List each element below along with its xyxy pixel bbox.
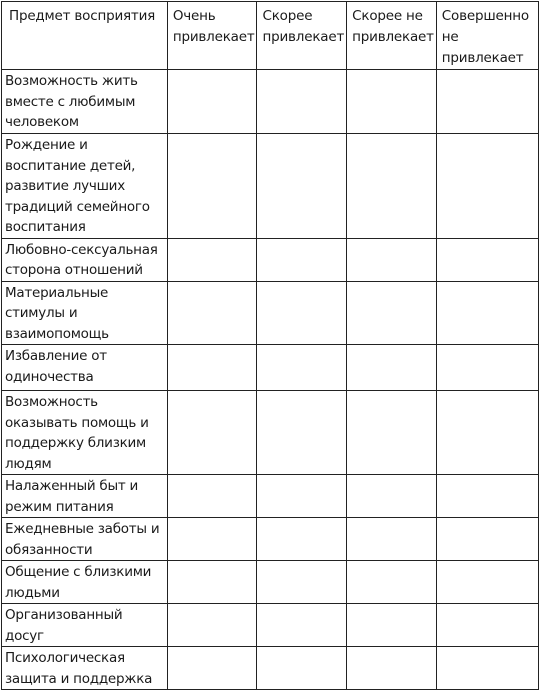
answer-cell-not-at-all[interactable] [436, 391, 538, 475]
row-label-cell [2, 391, 168, 475]
answer-cell-very[interactable] [167, 281, 257, 345]
answer-cell-rather-not[interactable] [347, 238, 437, 281]
row-label: Налаженный быт и режим питания [5, 478, 139, 515]
table-row [2, 604, 539, 647]
row-label-cell [2, 134, 168, 239]
answer-cell-rather-not[interactable] [347, 518, 437, 561]
header-not-attractive-at-all-label: Совершенно не привлекает [441, 8, 529, 66]
answer-cell-very[interactable] [167, 518, 257, 561]
header-very-attractive-label: Очень привлекает [172, 8, 255, 45]
answer-cell-very[interactable] [167, 134, 257, 239]
answer-cell-very[interactable] [167, 604, 257, 647]
answer-cell-rather[interactable] [257, 70, 347, 134]
answer-cell-rather[interactable] [257, 647, 347, 690]
row-label-cell [2, 561, 168, 604]
answer-cell-rather-not[interactable] [347, 281, 437, 345]
row-label: Возможность оказывать помощь и поддержку близким людям [5, 394, 149, 472]
answer-cell-rather[interactable] [257, 475, 347, 518]
table-row [2, 475, 539, 518]
answer-cell-very[interactable] [167, 647, 257, 690]
answer-cell-very[interactable] [167, 561, 257, 604]
header-rather-not-attractive-label: Скорее не привлекает [352, 8, 434, 45]
table-row [2, 238, 539, 281]
row-label-cell [2, 70, 168, 134]
answer-cell-rather-not[interactable] [347, 604, 437, 647]
row-label: Психологическая защита и поддержка [5, 650, 153, 687]
answer-cell-rather[interactable] [257, 281, 347, 345]
answer-cell-not-at-all[interactable] [436, 345, 538, 391]
answer-cell-not-at-all[interactable] [436, 70, 538, 134]
answer-cell-rather-not[interactable] [347, 647, 437, 690]
answer-cell-very[interactable] [167, 391, 257, 475]
answer-cell-very[interactable] [167, 238, 257, 281]
row-label: Ежедневные заботы и обязанности [5, 521, 160, 558]
row-label-cell [2, 475, 168, 518]
header-not-attractive-at-all [436, 2, 538, 70]
header-subject-label: Предмет восприятия [9, 8, 156, 24]
answer-cell-rather-not[interactable] [347, 345, 437, 391]
answer-cell-rather-not[interactable] [347, 391, 437, 475]
answer-cell-rather[interactable] [257, 391, 347, 475]
answer-cell-not-at-all[interactable] [436, 647, 538, 690]
answer-cell-rather[interactable] [257, 518, 347, 561]
row-label: Общение с близкими людьми [5, 564, 152, 601]
table-row [2, 70, 539, 134]
header-rather-attractive [257, 2, 347, 70]
row-label-cell [2, 647, 168, 690]
row-label: Организованный досуг [5, 607, 123, 644]
header-very-attractive [167, 2, 257, 70]
answer-cell-not-at-all[interactable] [436, 604, 538, 647]
row-label-cell [2, 281, 168, 345]
answer-cell-not-at-all[interactable] [436, 475, 538, 518]
answer-cell-rather-not[interactable] [347, 134, 437, 239]
answer-cell-rather-not[interactable] [347, 70, 437, 134]
answer-cell-not-at-all[interactable] [436, 238, 538, 281]
answer-cell-rather[interactable] [257, 345, 347, 391]
header-rather-attractive-label: Скорее привлекает [262, 8, 345, 45]
table-row [2, 518, 539, 561]
row-label: Избавление от одиночества [5, 348, 107, 385]
header-rather-not-attractive [347, 2, 437, 70]
table-row [2, 391, 539, 475]
answer-cell-rather[interactable] [257, 134, 347, 239]
row-label-cell [2, 518, 168, 561]
answer-cell-rather[interactable] [257, 561, 347, 604]
table-row [2, 561, 539, 604]
row-label: Рождение и воспитание детей, развитие лучших традиций семейного воспитания [5, 137, 150, 235]
table-row [2, 647, 539, 690]
answer-cell-not-at-all[interactable] [436, 561, 538, 604]
answer-cell-very[interactable] [167, 475, 257, 518]
answer-cell-very[interactable] [167, 70, 257, 134]
header-subject [2, 2, 168, 70]
table-row [2, 134, 539, 239]
row-label-cell [2, 238, 168, 281]
row-label: Возможность жить вместе с любимым человеком [5, 73, 138, 130]
row-label-cell [2, 604, 168, 647]
answer-cell-rather-not[interactable] [347, 475, 437, 518]
answer-cell-very[interactable] [167, 345, 257, 391]
answer-cell-not-at-all[interactable] [436, 134, 538, 239]
answer-cell-rather[interactable] [257, 604, 347, 647]
survey-table [1, 1, 539, 690]
answer-cell-not-at-all[interactable] [436, 518, 538, 561]
table-row [2, 281, 539, 345]
row-label: Любовно-сексуальная сторона отношений [5, 241, 158, 278]
table-row [2, 345, 539, 391]
answer-cell-rather-not[interactable] [347, 561, 437, 604]
answer-cell-not-at-all[interactable] [436, 281, 538, 345]
answer-cell-rather[interactable] [257, 238, 347, 281]
row-label-cell [2, 345, 168, 391]
row-label: Материальные стимулы и взаимопомощь [5, 284, 109, 342]
